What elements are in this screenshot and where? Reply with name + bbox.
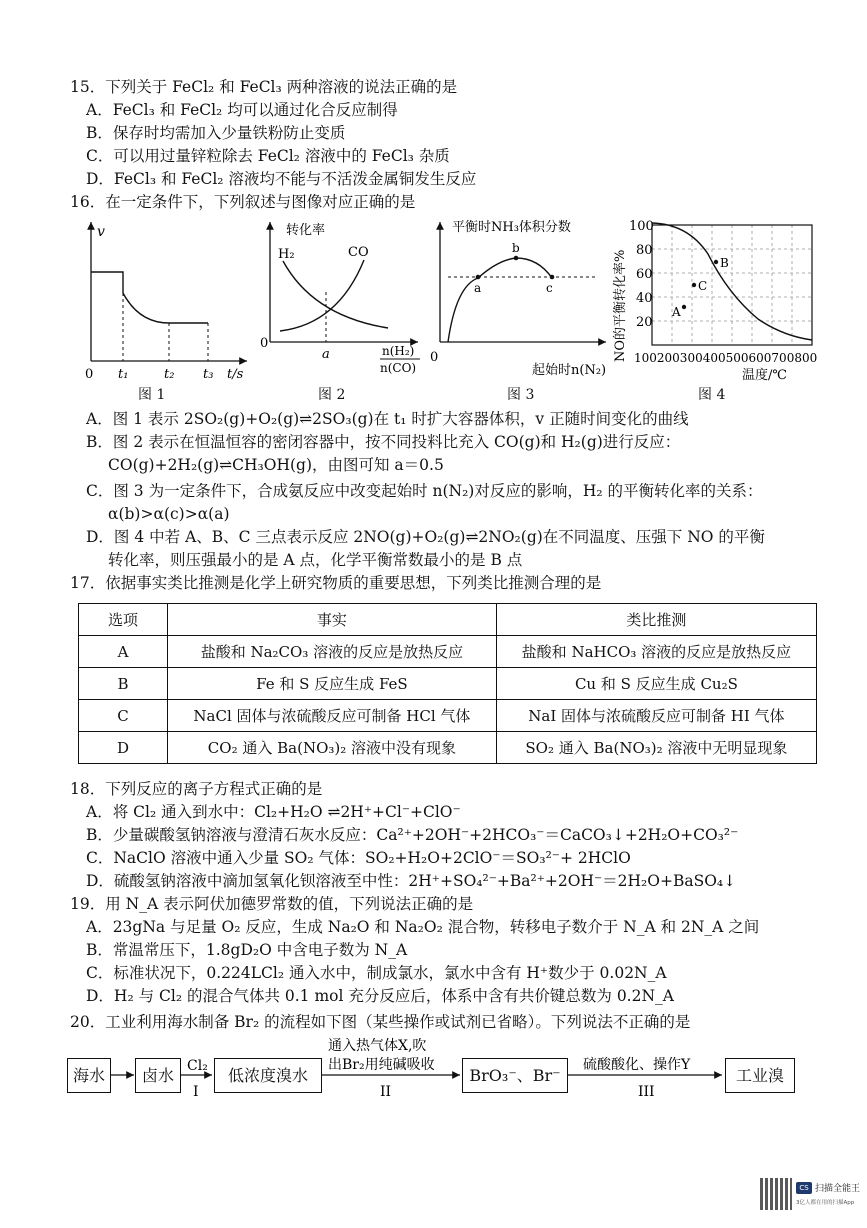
table-header: 类比推测 [496,604,816,636]
fig4-ytick-100: 100 [629,219,654,234]
q15-stem: 15．下列关于 FeCl₂ 和 FeCl₃ 两种溶液的说法正确的是 [70,78,458,96]
fig4-point-a: A [672,305,681,319]
step1-label: I [193,1084,199,1100]
q16-option-b-line1: B．图 2 表示在恒温恒容的密闭容器中，按不同投料比充入 CO(g)和 H₂(g)进行反应： [86,433,681,451]
table-cell: NaCl 固体与浓硫酸反应可制备 HCl 气体 [168,700,497,732]
step1-reagent: Cl₂ [187,1058,208,1074]
flow-box-dilute-bromine-water: 低浓度溴水 [214,1058,322,1093]
q16-option-b-line2: CO(g)+2H₂(g)⇌CH₃OH(g)，由图可知 a＝0.5 [108,456,444,474]
q19-option-d: D．H₂ 与 Cl₂ 的混合气体共 0.1 mol 充分反应后，体系中含有共价键总数为 0.2N_A [86,987,674,1005]
q20-stem: 20．工业利用海水制备 Br₂ 的流程如下图（某些操作或试剂已省略）。下列说法不正确的是 [70,1013,691,1031]
table-cell: NaI 固体与浓硫酸反应可制备 HI 气体 [496,700,816,732]
fig1-tick-t3: t₃ [203,367,214,382]
fig2-y-label: 转化率 [286,223,326,238]
qr-code-icon [760,1178,792,1210]
q15-option-a: A．FeCl₃ 和 FeCl₂ 均可以通过化合反应制得 [86,101,398,119]
fig4-ytick-40: 40 [636,291,653,306]
table-cell: SO₂ 通入 Ba(NO₃)₂ 溶液中无明显现象 [496,732,816,764]
fig3-origin: 0 [430,350,439,365]
fig1-caption: 图 1 [138,387,166,403]
fig2-x-denominator: n(CO) [380,361,417,375]
step3-desc: 硫酸酸化、操作Y [583,1057,691,1073]
fig2-origin: 0 [260,336,269,351]
figure-2 [258,216,423,384]
fig3-point-a: a [474,281,482,295]
step2-label: II [380,1084,392,1100]
fig3-caption: 图 3 [507,387,535,403]
table-row [79,668,817,700]
fig4-ytick-80: 80 [636,243,653,258]
step3-label: III [638,1084,655,1100]
q15-option-d: D．FeCl₃ 和 FeCl₂ 溶液均不能与不活泼金属铜发生反应 [86,170,477,188]
fig2-curve-co: CO [348,245,369,260]
fig2-x-numerator: n(H₂) [382,344,415,358]
table-cell: A [79,636,168,668]
q18-option-b: B．少量碳酸氢钠溶液与澄清石灰水反应：Ca²⁺+2OH⁻+2HCO₃⁻＝CaCO₃↓+2H₂O+CO₃²⁻ [86,826,739,844]
q17-table [78,603,817,764]
flow-box-bromate-bromide: BrO₃⁻、Br⁻ [462,1058,568,1093]
table-row [79,700,817,732]
table-header: 事实 [168,604,497,636]
step2-desc-line2: 出Br₂用纯碱吸收 [328,1057,435,1073]
q18-stem: 18．下列反应的离子方程式正确的是 [70,780,323,798]
q17-stem: 17．依据事实类比推测是化学上研究物质的重要思想，下列类比推测合理的是 [70,574,602,592]
q15-option-b: B．保存时均需加入少量铁粉防止变质 [86,124,346,142]
q19-stem: 19．用 N_A 表示阿伏加德罗常数的值，下列说法正确的是 [70,895,474,913]
fig3-point-c: c [546,281,553,295]
fig4-caption: 图 4 [698,387,726,403]
fig4-y-label: NO的平衡转化率% [613,249,628,362]
q19-option-b: B．常温常压下，1.8gD₂O 中含电子数为 N_A [86,941,408,959]
fig4-x-label: 温度/℃ [742,368,787,383]
q16-option-d-line1: D．图 4 中若 A、B、C 三点表示反应 2NO(g)+O₂(g)⇌2NO₂(g)在不同温度、压强下 NO 的平衡 [86,528,765,546]
table-cell: 盐酸和 NaHCO₃ 溶液的反应是放热反应 [496,636,816,668]
q16-option-d-line2: 转化率，则压强最小的是 A 点，化学平衡常数最小的是 B 点 [108,551,523,569]
fig3-x-label: 起始时n(N₂) [532,363,607,378]
figure-4 [608,214,818,386]
table-cell: D [79,732,168,764]
figure-1 [84,216,254,384]
fig1-origin: 0 [85,367,94,382]
table-cell: 盐酸和 Na₂CO₃ 溶液的反应是放热反应 [168,636,497,668]
q19-option-a: A．23gNa 与足量 O₂ 反应，生成 Na₂O 和 Na₂O₂ 混合物，转移电子数介于 N_A 和 2N_A 之间 [86,918,760,936]
q15-option-c: C．可以用过量锌粒除去 FeCl₂ 溶液中的 FeCl₃ 杂质 [86,147,450,165]
figure-3 [426,216,612,384]
table-cell: Fe 和 S 反应生成 FeS [168,668,497,700]
fig3-point-b: b [512,241,520,255]
table-header: 选项 [79,604,168,636]
table-cell: Cu 和 S 反应生成 Cu₂S [496,668,816,700]
table-cell: CO₂ 通入 Ba(NO₃)₂ 溶液中没有现象 [168,732,497,764]
q18-option-a: A．将 Cl₂ 通入到水中：Cl₂+H₂O ⇌2H⁺+Cl⁻+ClO⁻ [86,803,461,821]
table-header-row [79,604,817,636]
table-cell: B [79,668,168,700]
flow-box-industrial-bromine: 工业溴 [725,1058,795,1093]
flow-box-seawater: 海水 [67,1058,111,1093]
fig4-ytick-20: 20 [636,315,653,330]
fig4-x-ticks: 100200300400500600700800 [634,351,818,365]
q16-option-c-line2: α(b)>α(c)>α(a) [108,505,230,523]
q19-option-c: C．标准状况下，0.224LCl₂ 通入水中，制成氯水，氯水中含有 H⁺数少于 0.02N_A [86,964,667,982]
table-row [79,636,817,668]
flow-box-brine: 卤水 [135,1058,181,1093]
fig1-tick-t1: t₁ [118,367,129,382]
q16-option-a: A．图 1 表示 2SO₂(g)+O₂(g)⇌2SO₃(g)在 t₁ 时扩大容器体积，v 正随时间变化的曲线 [86,410,689,428]
q16-option-c-line1: C．图 3 为一定条件下，合成氨反应中改变起始时 n(N₂)对反应的影响，H₂ 的平衡转化率的关系： [86,482,763,500]
fig1-y-label: v [97,224,105,240]
fig3-y-label: 平衡时NH₃体积分数 [452,220,571,235]
step2-desc-line1: 通入热气体X,吹 [328,1038,427,1054]
q18-option-d: D．硫酸氢钠溶液中滴加氢氧化钡溶液至中性：2H⁺+SO₄²⁻+Ba²⁺+2OH⁻＝2H₂O+BaSO₄↓ [86,872,737,890]
fig2-curve-h2: H₂ [278,247,295,262]
table-row [79,732,817,764]
watermark-subtitle: 3亿人都在用的扫描App [796,1200,855,1206]
fig1-x-label: t/s [227,367,244,382]
fig2-point-a: a [322,347,330,362]
fig4-point-c: C [698,279,708,293]
watermark-title: 扫描全能王 [815,1184,861,1194]
table-cell: C [79,700,168,732]
q18-option-c: C．NaClO 溶液中通入少量 SO₂ 气体：SO₂+H₂O+2ClO⁻＝SO₃²⁻+ 2HClO [86,849,631,867]
fig2-caption: 图 2 [318,387,346,403]
fig1-tick-t2: t₂ [164,367,175,382]
camscanner-logo: CS [796,1182,812,1194]
fig4-point-b: B [720,256,729,270]
q16-stem: 16．在一定条件下，下列叙述与图像对应正确的是 [70,193,416,211]
fig4-ytick-60: 60 [636,267,653,282]
